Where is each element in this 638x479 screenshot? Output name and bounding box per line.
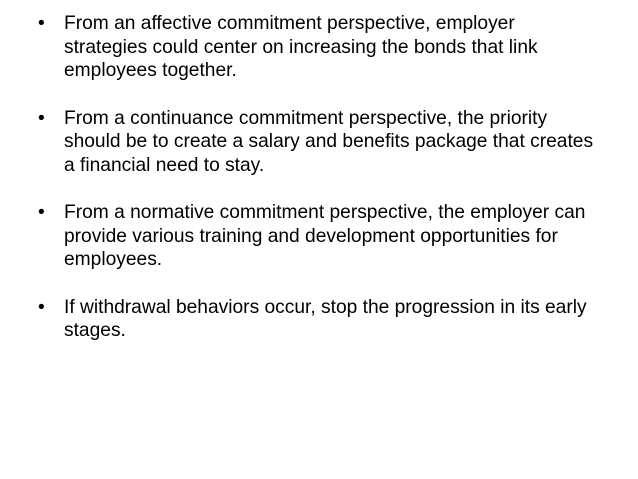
bullet-marker: • (38, 13, 45, 34)
bullet-list (38, 12, 598, 367)
bullet-text: From an affective commitment perspective, employer strategies could center on increasing the bonds that link employees together. (64, 13, 538, 81)
bullet-text: From a continuance commitment perspective, the priority should be to create a salary and benefits package that creates a financial need to stay. (64, 107, 594, 176)
bullet-text: If withdrawal behaviors occur, stop the progression in its early stages. (64, 296, 587, 341)
bullet-item-continuance (38, 107, 598, 178)
bullet-text: From a normative commitment perspective, the employer can provide various training and development opportunities for employees. (64, 202, 586, 270)
bullet-marker: • (38, 107, 45, 129)
bullet-item-withdrawal (38, 296, 598, 343)
bullet-marker: • (38, 296, 45, 318)
bullet-item-normative (38, 201, 598, 272)
bullet-item-affective (38, 12, 598, 83)
bullet-marker: • (38, 202, 45, 223)
